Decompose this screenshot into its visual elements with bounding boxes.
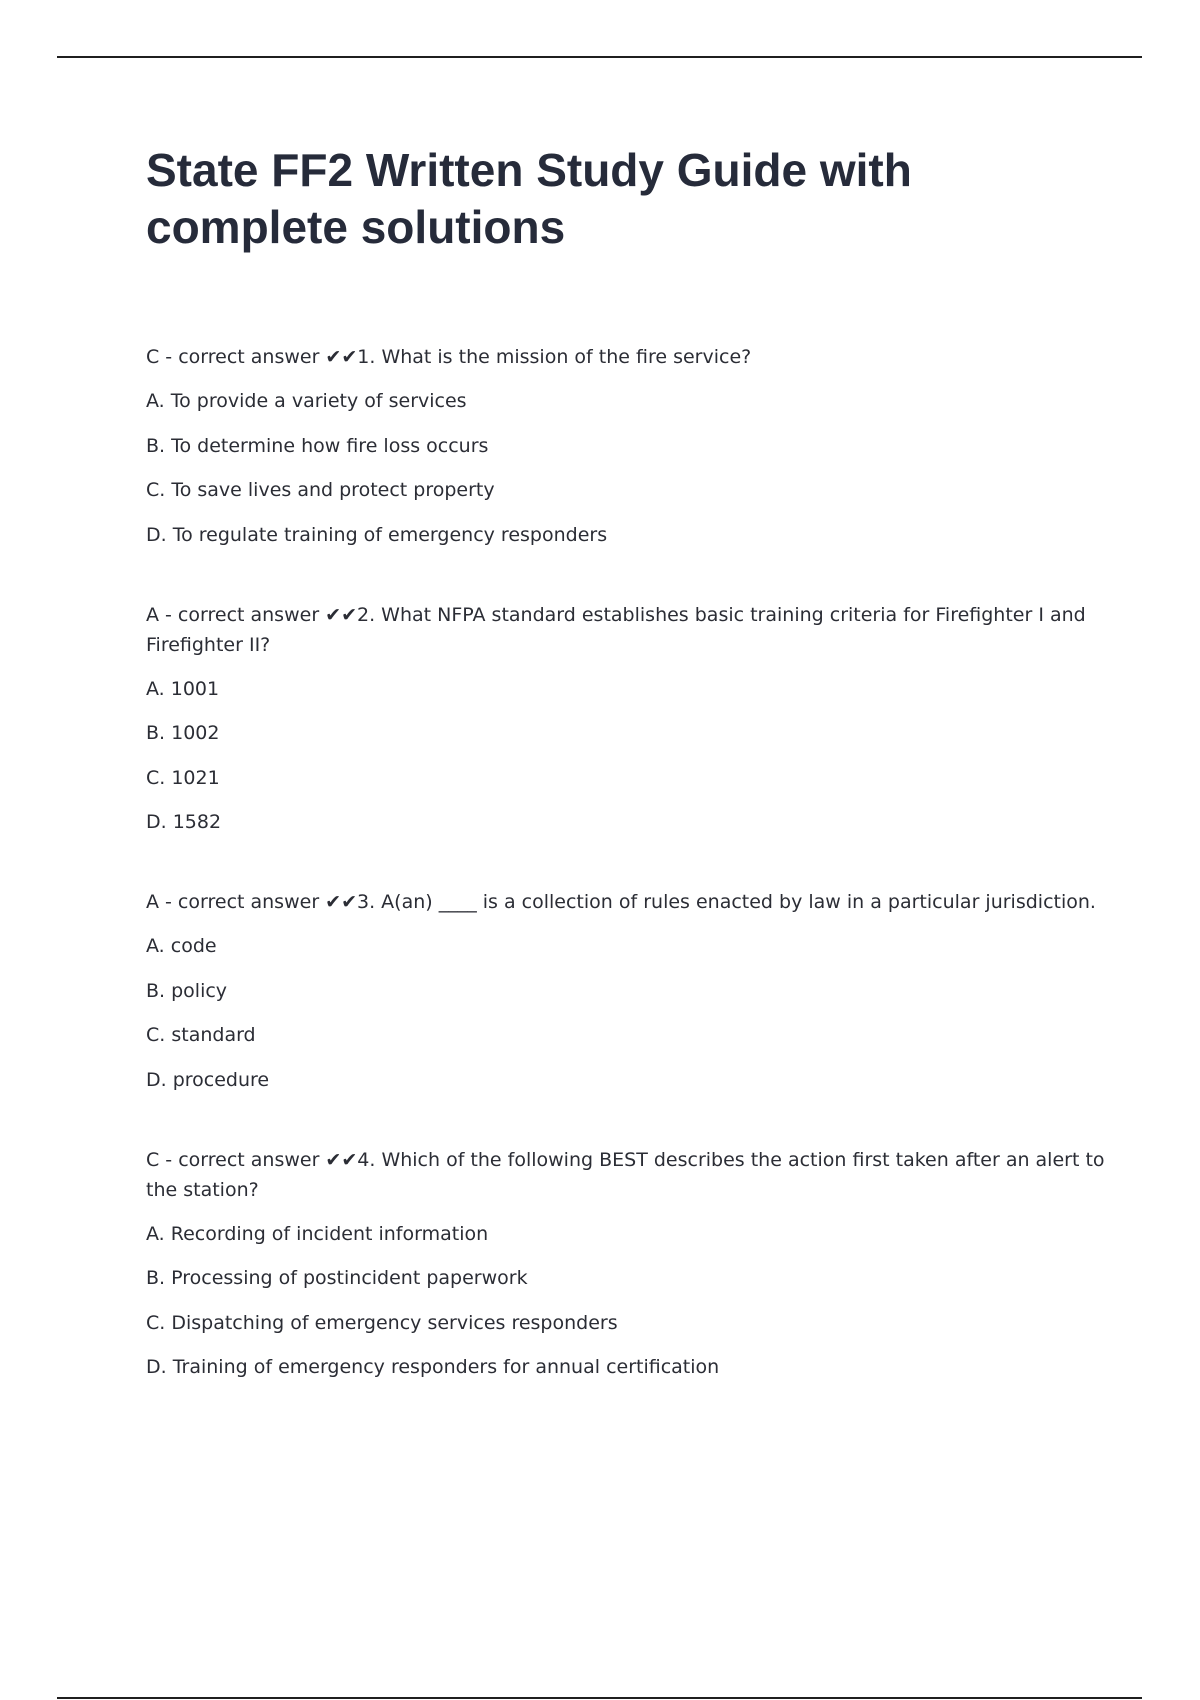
document-body xyxy=(146,142,1106,1432)
answer-option: A. code xyxy=(146,935,217,957)
answer-option: A. 1001 xyxy=(146,677,220,700)
question-item xyxy=(146,887,1106,1095)
question-item xyxy=(146,342,1106,550)
answer-option: D. procedure xyxy=(146,1068,270,1091)
answer-option: C. 1021 xyxy=(146,766,220,789)
answer-option: B. Processing of postincident paperwork xyxy=(146,1267,528,1289)
question-item xyxy=(146,600,1106,838)
question-text: A - correct answer ✔✔3. A(an) ____ is a collection of rules enacted by law in a particular jurisdiction. xyxy=(146,891,1096,913)
document-title: State FF2 Written Study Guide with complete solutions xyxy=(146,144,912,253)
question-text: C - correct answer ✔✔4. Which of the following BEST describes the action first taken after an alert to the station? xyxy=(146,1148,1105,1201)
answer-option: C. To save lives and protect property xyxy=(146,479,495,501)
answer-option: B. To determine how fire loss occurs xyxy=(146,434,489,457)
header-rule xyxy=(57,56,1142,58)
answer-option: D. 1582 xyxy=(146,811,222,833)
answer-option: B. 1002 xyxy=(146,722,220,744)
answer-option: C. standard xyxy=(146,1024,256,1046)
answer-option: D. Training of emergency responders for annual certification xyxy=(146,1356,720,1378)
answer-option: A. To provide a variety of services xyxy=(146,390,467,412)
answer-option: B. policy xyxy=(146,979,228,1002)
footer-rule xyxy=(57,1697,1142,1699)
answer-option: D. To regulate training of emergency responders xyxy=(146,523,608,546)
question-item xyxy=(146,1145,1106,1383)
question-text: C - correct answer ✔✔1. What is the mission of the fire service? xyxy=(146,346,752,368)
answer-option: A. Recording of incident information xyxy=(146,1222,489,1245)
question-text: A - correct answer ✔✔2. What NFPA standard establishes basic training criteria for Firefighter I and Firefighter II? xyxy=(146,603,1086,656)
answer-option: C. Dispatching of emergency services responders xyxy=(146,1311,618,1334)
question-list xyxy=(146,342,1106,1382)
